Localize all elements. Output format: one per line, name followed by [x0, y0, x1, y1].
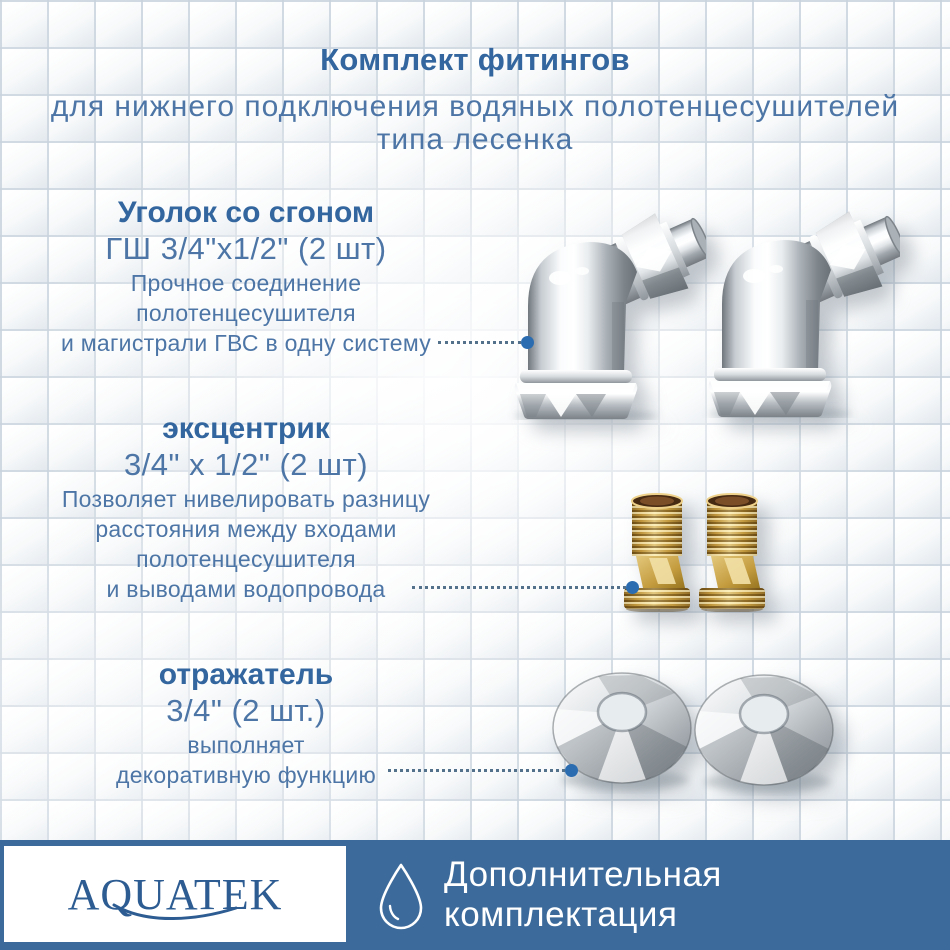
pointer-dot — [565, 764, 578, 777]
brand-logo-text: AQUATEK — [67, 869, 283, 919]
section-eccentric-name: эксцентрик — [162, 412, 330, 445]
pointer-dot — [626, 581, 639, 594]
brass-eccentric-image-2 — [694, 492, 768, 612]
footer-label: Дополнительная комплектация — [444, 855, 722, 934]
section-elbow-union — [0, 196, 492, 358]
section-reflector-spec: 3/4" (2 шт.) — [166, 693, 326, 728]
section-reflector-name: отражатель — [158, 658, 334, 691]
page-title: Комплект фитингов — [320, 42, 630, 77]
chrome-elbow-fitting-image-2 — [700, 196, 900, 418]
subtitle-line-2: типа лесенка — [376, 123, 574, 156]
water-drop-icon — [376, 861, 426, 931]
section-eccentric — [0, 412, 492, 604]
section-eccentric-description: Позволяет нивелировать разницу расстояния между входами полотенцесушителя и выводами водопровода — [61, 486, 431, 602]
dotted-line — [438, 341, 521, 344]
pointer-dot — [521, 336, 534, 349]
leader-line-reflector — [388, 764, 578, 777]
logo-q-swash — [108, 903, 242, 927]
section-elbow-description: Прочное соединение полотенцесушителя и магистрали ГВС в одну систему — [60, 270, 432, 356]
brand-logo-box — [4, 846, 346, 942]
leader-line-eccentric — [412, 581, 639, 594]
section-reflector-description: выполняет декоративную функцию — [115, 732, 377, 788]
page-subtitle — [0, 90, 950, 156]
section-elbow-spec: ГШ 3/4"х1/2" (2 шт) — [105, 231, 387, 266]
chrome-reflector-image-2 — [691, 670, 837, 796]
section-elbow-name: Уголок со сгоном — [117, 196, 375, 229]
subtitle-line-1: для нижнего подключения водяных полотенцесушителей — [50, 90, 900, 123]
dotted-line — [412, 586, 626, 589]
brass-eccentric-image-1 — [619, 492, 693, 612]
section-eccentric-spec: 3/4" х 1/2" (2 шт) — [123, 447, 369, 482]
leader-line-elbow — [438, 336, 534, 349]
dotted-line — [388, 769, 565, 772]
chrome-elbow-fitting-image-1 — [506, 198, 706, 420]
